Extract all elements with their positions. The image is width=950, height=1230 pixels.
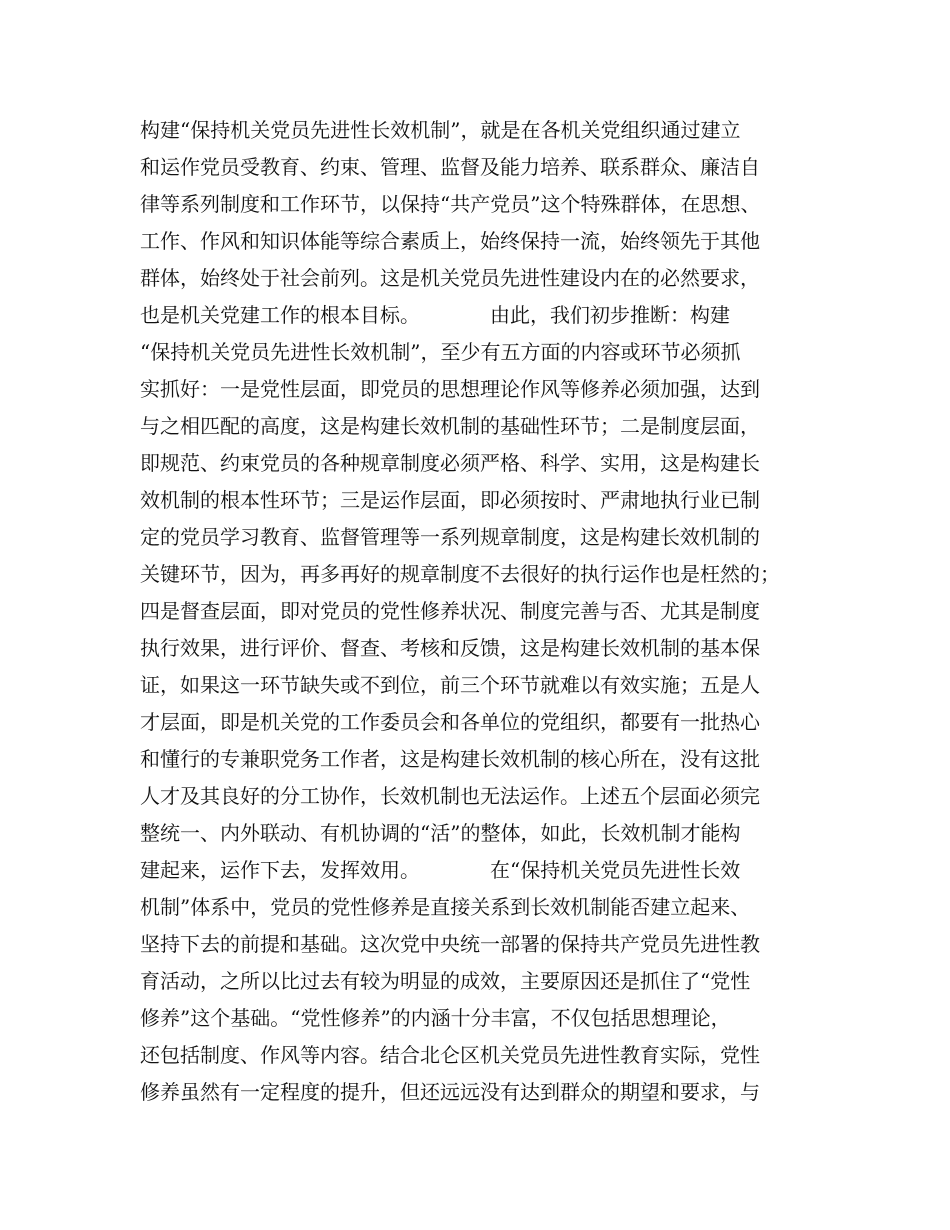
text-line: 关键环节，因为，再多再好的规章制度不去很好的执行运作也是枉然的； — [140, 562, 780, 586]
text-line: 实抓好：一是党性层面，即党员的思想理论作风等修养必须加强，达到 — [140, 377, 760, 401]
text-line: 还包括制度、作风等内容。结合北仑区机关党员先进性教育实际，党性 — [140, 1043, 760, 1067]
text-line: 人才及其良好的分工协作，长效机制也无法运作。上述五个层面必须完 — [140, 784, 760, 808]
text-line: 建起来，运作下去，发挥效用。 在“保持机关党员先进性长效 — [140, 858, 741, 882]
text-line: 群体，始终处于社会前列。这是机关党员先进性建设内在的必然要求， — [140, 266, 760, 290]
text-line: 执行效果，进行评价、督查、考核和反馈，这是构建长效机制的基本保 — [140, 636, 760, 660]
text-line: 和运作党员受教育、约束、管理、监督及能力培养、联系群众、廉洁自 — [140, 155, 760, 179]
text-line: 四是督查层面，即对党员的党性修养状况、制度完善与否、尤其是制度 — [140, 599, 760, 623]
text-line: 律等系列制度和工作环节，以保持“共产党员”这个特殊群体，在思想、 — [140, 192, 761, 216]
text-line: 和懂行的专兼职党务工作者，这是构建长效机制的核心所在，没有这批 — [140, 747, 760, 771]
text-line: 坚持下去的前提和基础。这次党中央统一部署的保持共产党员先进性教 — [140, 932, 760, 956]
text-line: 证，如果这一环节缺失或不到位，前三个环节就难以有效实施；五是人 — [140, 673, 760, 697]
text-line: 也是机关党建工作的根本目标。 由此，我们初步推断：构建 — [140, 303, 730, 327]
text-line: 修养”这个基础。“党性修养”的内涵十分丰富，不仅包括思想理论， — [140, 1006, 731, 1030]
text-line: 构建“保持机关党员先进性长效机制”，就是在各机关党组织通过建立 — [140, 118, 741, 142]
text-line: 育活动，之所以比过去有较为明显的成效，主要原因还是抓住了“党性 — [140, 969, 751, 993]
text-line: 整统一、内外联动、有机协调的“活”的整体，如此，长效机制才能构 — [140, 821, 741, 845]
text-line: 才层面，即是机关党的工作委员会和各单位的党组织，都要有一批热心 — [140, 710, 760, 734]
body-text — [140, 112, 830, 1111]
text-line: 工作、作风和知识体能等综合素质上，始终保持一流，始终领先于其他 — [140, 229, 760, 253]
text-line: 即规范、约束党员的各种规章制度必须严格、科学、实用，这是构建长 — [140, 451, 760, 475]
text-line: 效机制的根本性环节；三是运作层面，即必须按时、严肃地执行业已制 — [140, 488, 760, 512]
text-line: 机制”体系中，党员的党性修养是直接关系到长效机制能否建立起来、 — [140, 895, 751, 919]
text-line: 定的党员学习教育、监督管理等一系列规章制度，这是构建长效机制的 — [140, 525, 760, 549]
text-line: 与之相匹配的高度，这是构建长效机制的基础性环节；二是制度层面， — [140, 414, 760, 438]
text-line: “保持机关党员先进性长效机制”，至少有五方面的内容或环节必须抓 — [140, 340, 741, 364]
text-line: 修养虽然有一定程度的提升，但还远远没有达到群众的期望和要求，与 — [140, 1080, 760, 1104]
